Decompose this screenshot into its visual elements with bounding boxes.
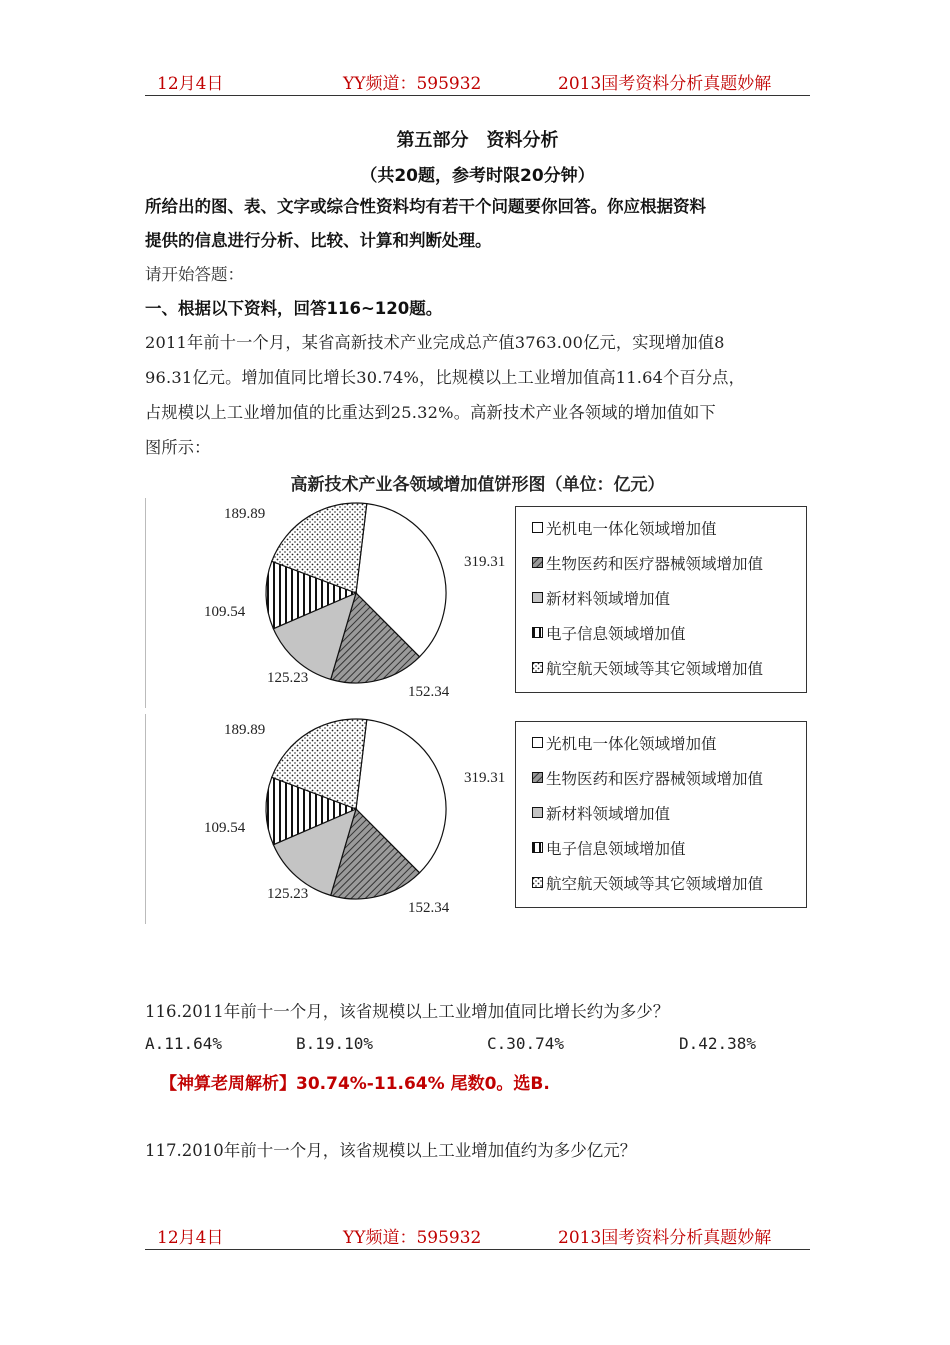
passage-line-4: 图所示： bbox=[145, 438, 211, 457]
section-subtitle: （共20题，参考时限20分钟） bbox=[360, 166, 595, 186]
swatch-dotted-icon bbox=[532, 662, 543, 673]
footer-date: 12月4日 bbox=[157, 1228, 224, 1248]
section-title: 第五部分 资料分析 bbox=[396, 130, 559, 151]
passage-line-3: 占规模以上工业增加值的比重达到25.32%。高新技术产业各领域的增加值如下 bbox=[145, 403, 716, 422]
passage-line-2: 96.31亿元。增加值同比增长30.74%，比规模以上工业增加值高11.64个百分点， bbox=[145, 368, 746, 387]
chart-title: 高新技术产业各领域增加值饼形图（单位：亿元） bbox=[290, 475, 665, 495]
header-channel: YY频道：595932 bbox=[343, 74, 482, 94]
swatch-blank-icon bbox=[532, 737, 543, 748]
pie-value-label-4: 109.54 bbox=[204, 604, 246, 620]
swatch-vertical-icon bbox=[532, 627, 543, 638]
pie-value-label-4: 109.54 bbox=[204, 820, 246, 836]
legend-2: 光机电一体化领域增加值 生物医药和医疗器械领域增加值 新材料领域增加值 电子信息领域增加值 航空航天领域等其它领域增加值 bbox=[515, 721, 807, 908]
passage-line-1: 2011年前十一个月，某省高新技术产业完成总产值3763.00亿元，实现增加值8 bbox=[145, 333, 725, 352]
option-c: C.30.74% bbox=[487, 1034, 565, 1053]
swatch-vertical-icon bbox=[532, 842, 543, 853]
start-text: 请开始答题： bbox=[145, 265, 244, 284]
page-footer bbox=[145, 1221, 810, 1250]
pie-value-label-1: 319.31 bbox=[464, 770, 506, 786]
pie-value-label-1: 319.31 bbox=[464, 554, 506, 570]
pie-chart-2-svg bbox=[146, 714, 506, 924]
header-date: 12月4日 bbox=[157, 74, 224, 94]
option-b: B.19.10% bbox=[296, 1034, 374, 1053]
legend-1: 光机电一体化领域增加值 生物医药和医疗器械领域增加值 新材料领域增加值 电子信息领域增加值 航空航天领域等其它领域增加值 bbox=[515, 506, 807, 693]
intro-line-2: 提供的信息进行分析、比较、计算和判断处理。 bbox=[145, 231, 492, 250]
option-a: A.11.64% bbox=[145, 1034, 223, 1053]
group-title: 一、根据以下资料，回答116~120题。 bbox=[145, 299, 443, 318]
pie-chart-2 bbox=[145, 714, 506, 924]
pie-value-label-5: 189.89 bbox=[224, 506, 266, 522]
intro-line-1: 所给出的图、表、文字或综合性资料均有若干个问题要你回答。你应根据资料 bbox=[145, 197, 706, 216]
swatch-gray-icon bbox=[532, 592, 543, 603]
swatch-dotted-icon bbox=[532, 877, 543, 888]
footer-channel: YY频道：595932 bbox=[343, 1228, 482, 1248]
swatch-gray-icon bbox=[532, 807, 543, 818]
swatch-blank-icon bbox=[532, 522, 543, 533]
pie-value-label-3: 125.23 bbox=[267, 886, 309, 902]
question-117: 117.2010年前十一个月，该省规模以上工业增加值约为多少亿元？ bbox=[145, 1141, 637, 1160]
swatch-diagonal-icon bbox=[532, 772, 543, 783]
question-116: 116.2011年前十一个月，该省规模以上工业增加值同比增长约为多少？ bbox=[145, 1002, 670, 1021]
pie-value-label-3: 125.23 bbox=[267, 670, 309, 686]
footer-title: 2013国考资料分析真题妙解 bbox=[558, 1228, 772, 1248]
answer-analysis: 【神算老周解析】30.74%-11.64% 尾数0。选B. bbox=[160, 1074, 550, 1094]
page-header bbox=[145, 67, 810, 96]
header-title: 2013国考资料分析真题妙解 bbox=[558, 74, 772, 94]
swatch-diagonal-icon bbox=[532, 557, 543, 568]
pie-value-label-5: 189.89 bbox=[224, 722, 266, 738]
pie-chart-1 bbox=[145, 498, 506, 708]
pie-chart-1-svg bbox=[146, 498, 506, 708]
option-d: D.42.38% bbox=[679, 1034, 757, 1053]
pie-value-label-2: 152.34 bbox=[408, 900, 450, 916]
pie-value-label-2: 152.34 bbox=[408, 684, 450, 700]
